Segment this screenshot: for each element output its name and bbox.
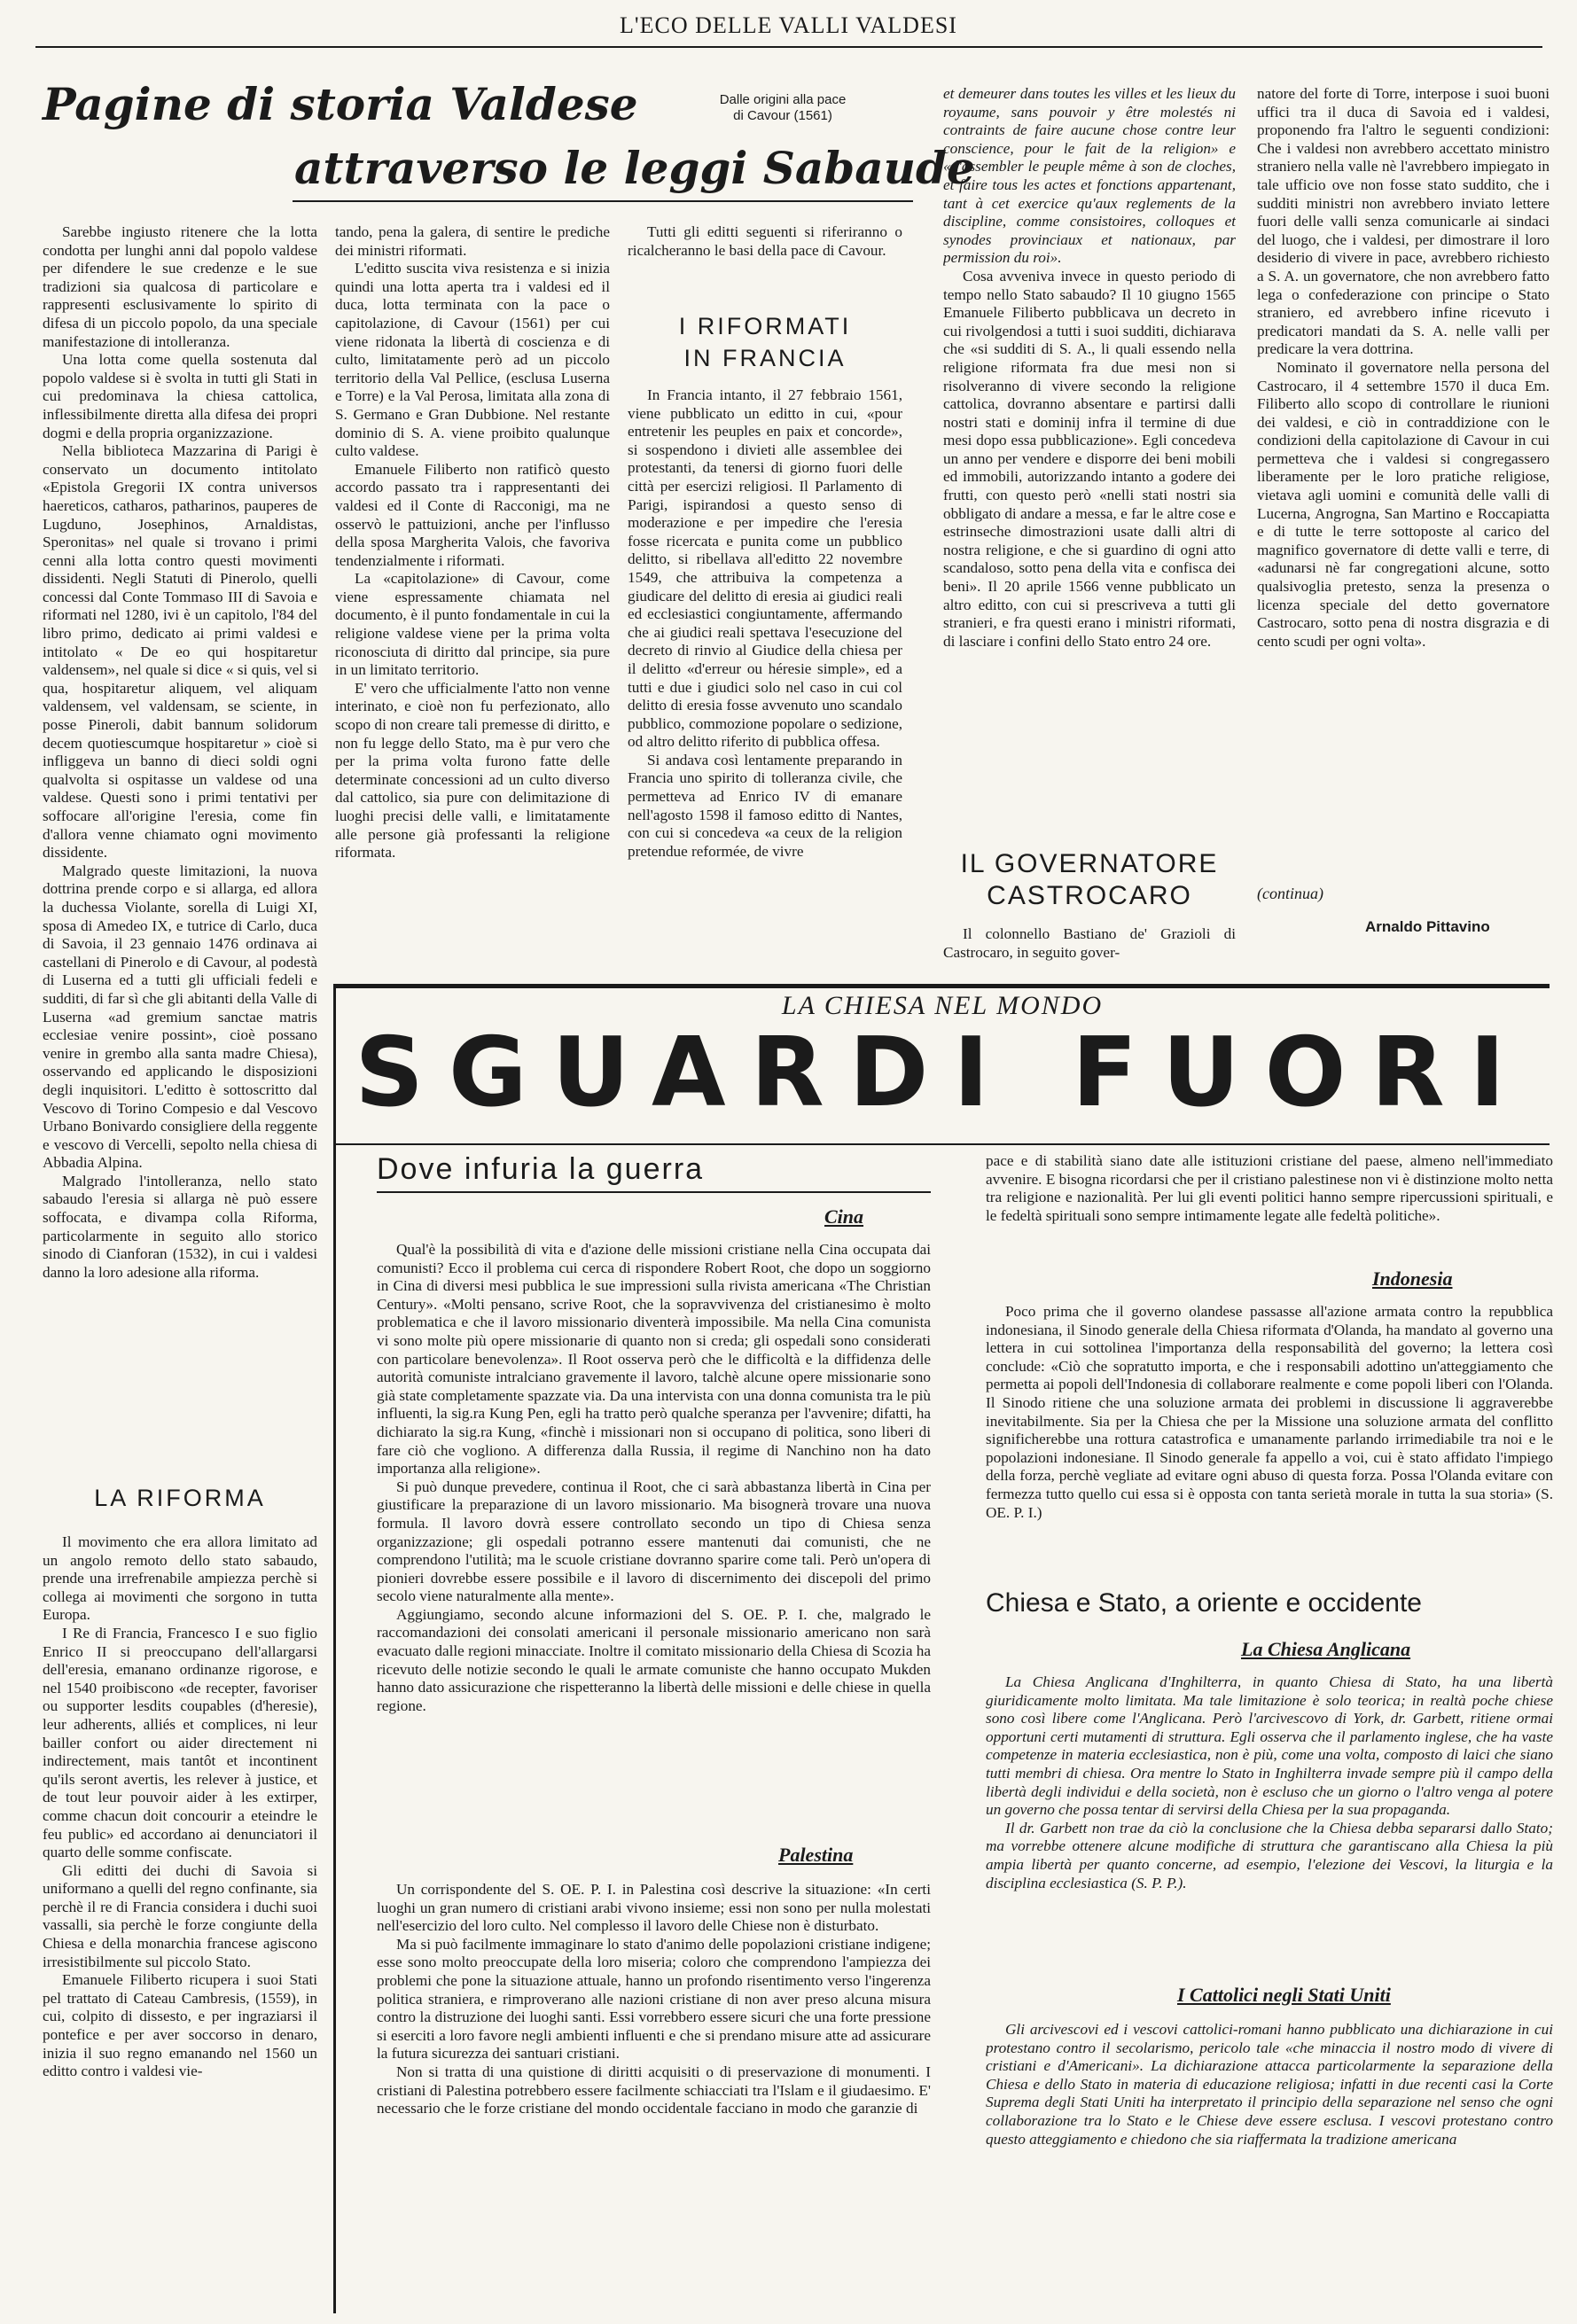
paragraph: Aggiungiamo, secondo alcune informazioni del S. OE. P. I. che, malgrado le raccomandazioni dei consolati americani il personale missionario americano non sarà evacuato dalle regioni minacciate. Inoltre il comitato missionario della Chiesa di Scozia ha ricevuto delle notizie secondo le quali le armate comuniste che hanno occupato Mukden hanno dato assicurazione che rispetteranno la libertà delle missioni e delle chiese in quella regione.	[377, 1605, 931, 1714]
governatore-heading-line1: IL GOVERNATORE	[960, 849, 1219, 878]
continua-note: (continua)	[1257, 885, 1323, 902]
chiesa-stato-heading: Chiesa e Stato, a oriente e occidente	[986, 1588, 1422, 1618]
francia-heading-line2: IN FRANCIA	[683, 345, 847, 371]
newspaper-header: L'ECO DELLE VALLI VALDESI	[620, 12, 957, 38]
anglicana-text	[986, 1673, 1553, 1975]
paragraph: Un corrispondente del S. OE. P. I. in Palestina così descrive la situazione: «In certi luoghi un gran numero di cristiani arabi vivono insieme; essi non sono per nulla molestati nell'esercizio del loro culto. Nel complesso il lavoro delle Chiese non è disturbato.	[377, 1881, 931, 1935]
palestina-text	[377, 1881, 931, 2297]
section-left-heading: Dove infuria la guerra	[377, 1152, 705, 1186]
paragraph: Nella biblioteca Mazzarina di Parigi è conservato un documento intitolato «Epistola Gregorii IX contra universos haereticos, catharos, patharinos, pauperes de Lugduno, Josephinos, Arnaldistas, Speronitas» nel quale si trovano i primi cenni alla lotta contro questi movimenti dissidenti. Negli Statuti di Pinerolo, quelli concessi dal Conte Tommaso III di Savoia e riformati nel 1280, ivi è un capitolo, l'84 del libro primo, dedicato ai primi valdesi e intitolato « De eo qui hospitaretur valdensem», nel quale si dice « si quis, vel si qua, hospitaretur aliquem, vel aliquam valdensem, vel valdensam, se sciente, in posse Pineroli, dabit bannum solidorum decem quotiescumque hospitaretur » cioè si infliggeva un banno di dieci soldi ogni qualvolta si ospitasse un valdese od una valdese. Questi sono i primi tentativi per soffocare all'origine l'eresia, come fin d'allora venne chiamato ogni movimento dissidente.	[43, 442, 317, 862]
article-title-line1: Pagine di storia Valdese	[43, 78, 638, 130]
paragraph: Il dr. Garbett non trae da ciò la conclusione che la Chiesa debba separarsi dallo Stato; ma vorrebbe ottenere alcune modifiche di struttura che garantiscano alla Chiesa la più ampia libertà per quanto concerne, ad esempio, l'elezione dei Vescovi, la liturgia e la disciplina ecclesiastica (S. P. P.).	[986, 1819, 1553, 1891]
section-top-rule	[335, 984, 1550, 988]
article-column-5	[1257, 85, 1550, 865]
paragraph: Emanuele Filiberto ricupera i suoi Stati pel trattato di Cateau Cambresis, (1559), in cui, colpito di dissesto, e per ingraziarsi il pontefice e per aver soccorso in denaro, inizia il suo regno emanando nel 1560 un editto contro i valdesi vie-	[43, 1971, 317, 2080]
header-rule	[35, 46, 1542, 48]
title-underline	[293, 200, 913, 202]
paragraph: Qual'è la possibilità di vita e d'azione delle missioni cristiane nella Cina occupata dai comunisti? Ecco il problema cui cerca di rispondere Robert Root, che dopo un soggiorno in Cina di diversi mesi pubblica le sue impressioni sulla rivista americana «The Christian Century». «Molti pensano, scrive Root, che la sopravvivenza del cristianesimo è molto problematica e che il lavoro missionario diventerà impossibile. Ma nella Cina comunista vi sono molte più opere missionarie di quanto non si creda; gli ospedali sono considerati con particolare benevolenza». Il Root osserva però che le difficoltà e la diffidenza delle autorità comuniste intralciano gravemente il lavoro, talchè alcune opere missionarie sono già state completamente spazzate via. Da una intervista con una donna comunista tra le più influenti, la sig.ra Kung Pen, egli ha tratto però qualche speranza per l'avvenire; difatti, ha dichiarato la sig.ra Kung, «finchè i missionari non si occupano di politica, sono liberi di fare ciò che vogliono. A differenza dalla Russia, il regime di Nanchino non ha dato importanza alla religione».	[377, 1241, 931, 1478]
paragraph: et demeurer dans toutes les villes et les lieux du royaume, sans pouvoir y être molestés ni contraints de faire aucune chose contre leur conscience, pour le fait de la religion» e «d'assembler le peuple même à son de cloches, et faire tous les actes et fonctions appartenant, tant à cet exercice qu'aux reglements de la discipline, comme consistoires, colloques et synodes provinciaux et nationaux, par permission du roi».	[943, 85, 1236, 267]
riforma-heading: LA RIFORMA	[94, 1485, 266, 1511]
paragraph: Gli editti dei duchi di Savoia si uniformano a quelli del regno confinante, sia perchè il re di Francia considera i duchi suoi vassalli, sia perchè le forze congiunte della Chiesa e della monarchia francese agiscono irresistibilmente sul piccolo Stato.	[43, 1861, 317, 1970]
article-column-2	[335, 223, 610, 968]
paragraph: Una lotta come quella sostenuta dal popolo valdese si è svolta in tutti gli Stati in cui predominava la chiesa cattolica, inflessibilmente diretta alla difesa dei propri dogmi e della propria organizzazione.	[43, 351, 317, 441]
indonesia-label: Indonesia	[1372, 1267, 1453, 1290]
paragraph: La Chiesa Anglicana d'Inghilterra, in quanto Chiesa di Stato, ha una libertà giuridicamente molto limitata. Ma tale limitazione è solo teorica; in realtà poche chiese sono così libere come l'Anglicana. Però l'arcivescovo di York, dr. Garbett, ritiene ormai opportuni certi mutamenti di struttura. Egli osserva che il parlamento inglese, che ha vaste competenze in materia ecclesiastica, non è più, come una volta, composto di laici che siano tutti membri di chiesa. Ora mentre lo Stato in Inghilterra invade sempre più il campo della libertà degli individui e della società, non è escluso che un giorno o l'altro venga al potere un governo che possa tentar di servirsi della Chiesa per la sua propaganda.	[986, 1673, 1553, 1819]
paragraph: Tutti gli editti seguenti si riferiranno o ricalcheranno le basi della pace di Cavour.	[628, 223, 902, 259]
paragraph: E' vero che ufficialmente l'atto non venne interinato, e cioè non fu perfezionato, allo scopo di non creare tali premesse di diritto, e non fu legge dello Stato, ma è pur vero che per la prima volta furono fatte delle determinate concessioni ad un culto diverso dal cattolico, sia pure con delimitazione di luoghi precisi delle valli, e limitatamente alle persone già professanti la religione riformata.	[335, 679, 610, 862]
paragraph: Poco prima che il governo olandese passasse all'azione armata contro la repubblica indonesiana, il Sinodo generale della Chiesa riformata d'Olanda, ha mandato al governo una lettera in cui sottolinea l'importanza della responsabilità del governo; la lettera così conclude: «Ciò che sopratutto importa, e che i responsabili adottino un'atteggiamento che permetta ai popoli dell'Indonesia di collaborare realmente e come popoli liberi con l'Olanda. Il Sinodo ritiene che una soluzione armata dei problemi in discussione li aggraverebbe inevitabilmente. Sia per la Chiesa che per la Missione una soluzione armata del conflitto significherebbe una rottura catastrofica e umanamente parlando irrimediabile tra noi e le popolazioni indonesiane. Il Sinodo generale fa appello a voi, cui è stato affidato l'impiego della forza, perchè vegliate ad evitare ogni abuso di questa forza. Possa l'Olanda evitare con fermezza tutto quello cui essa si è opposta con tanta serietà morale in tutta la sua storia» (S. OE. P. I.)	[986, 1303, 1553, 1521]
section-left-rule	[333, 984, 336, 2313]
paragraph: tando, pena la galera, di sentire le prediche dei ministri riformati.	[335, 223, 610, 259]
paragraph: In Francia intanto, il 27 febbraio 1561, viene pubblicato un editto in cui, «pour entretenir les peuples en paix et concorde», si sospendono i divieti alle assemblee dei protestanti, da tenersi di giorno fuori delle città per esercizi religiosi. Il Parlamento di Parigi, ispirandosi a questo senso di moderazione e per impedire che l'eresia fosse ricercata e punita come un pubblico delitto, si ribellava all'editto 22 novembre 1549, che attribuiva la competenza a giudicare del delitto di eresia ai giudici reali ed ecclesiastici congiuntamente, affermando che ai giudici reali spettava l'esecuzione del decreto di rinvio al Giudice della chiesa per il delitto «d'erreur ou héresie simple», ed a tutti e due i giudici solo nel caso in cui col delitto di eresia fosse avvenuto uno scandalo pubblico, commozione popolare o sedizione, od altro delitto riferito di pubblica offesa.	[628, 386, 902, 751]
paragraph: I Re di Francia, Francesco I e suo figlio Enrico II si preoccupano dell'allargarsi dell'eresia, emanano ordinanze rigorose, e nel 1540 proibiscono «de recepter, favoriser ou supporter lesdits coupables (d'heresie), leur adherents, alliés et complices, ni leur bailler confort ou aider directement ni indirectement, mais tantôt et incontinent qu'ils seront avertis, les relever à justice, et de tout leur pouvoir aider à les extirper, comme chacun doit concourir a eteindre le feu public» ed accordano ai denunciatori il quarto delle somme confiscate.	[43, 1624, 317, 1861]
paragraph: Malgrado queste limitazioni, la nuova dottrina prende corpo e si allarga, ed allora la duchessa Violante, sorella di Luigi XI, sposa di Amedeo IX, e tutrice di Carlo, duca di Savoia, il 23 gennaio 1476 ordinava ai castellani di Pinerolo e di Cavour, al podestà di Luserna ed a tutti gli ufficiali fedeli e sudditi, di far sì che gli abitanti della Valle di Luserna «ad gremium sanctae matris ecclesiae venire possint», cioè possano venire in grembo alla santa madre Chiesa), osservando ed applicando le disposizioni degli inquisitori. L'editto è sottoscritto dal Vescovo di Torino Compesio e dal Vescovo Urbano Bonivardo consigliere della reggente e vescovo di Vercelli, sepolto nella chiesa di Abbadia Alpina.	[43, 862, 317, 1172]
paragraph: Nominato il governatore nella persona del Castrocaro, il 4 settembre 1570 il duca Em. Filiberto allo scopo di controllare le riunioni dei valdesi, e ciò in contraddizione con le condizioni della capitolazione di Cavour in cui permetteva che i valdesi si congregassero liberamente per le loro pratiche religiose, vietava agli uomini e comunità delle valli di Lucerna, Angrogna, San Martino e Roccapiatta e di tutte le terre sottoposte al carico del magnifico governatore di dette valli e terre, di «adunarsi nè far congregationi alcune, sotto qualsivoglia pretesto, senza la presenza o licenza speciale del detto governatore Castrocaro, sotto pena di nostra disgrazia e di cento scudi per ogni volta».	[1257, 358, 1550, 650]
paragraph: natore del forte di Torre, interpose i suoi buoni uffici tra il duca di Savoia ed i valdesi, proponendo fra l'altro le seguenti condizioni: Che i valdesi non avrebbero accettato ministro straniero nella valle nè l'avrebbero impiegato in tale ufficio ove non fosse stato suddito, che i sudditi ministri non avrebbero inviato lettere fuori delle valli senza comunicarle ai sindaci del luogo, che i valdesi, per dimostrare il loro desiderio di vivere in pace, avrebbero richiesto a S. A. un governatore, che non avrebbero fatto lega o confederazione con principe o Stato straniero, ed avrebbero infine ricevuto i predicatori mandati da S. A. nelle valli per predicare la vera dottrina.	[1257, 85, 1550, 358]
indonesia-text	[986, 1303, 1553, 1578]
paragraph: Ma si può facilmente immaginare lo stato d'animo delle popolazioni cristiane indigene; esse sono molto preoccupate della loro miseria; coloro che comprendono l'ampiezza dei problemi che pone la situazione attuale, hanno un profondo risentimento verso l'ingerenza politica straniera, e rimproverano alle nazioni cristiane di non aver preso alcuna misura contro la distruzione dei luoghi santi. Essi vorrebbero essere sicuri che una forte pressione si eserciti a loro favore negli ambienti influenti e che si prendano misure atte ad assicurare la futura sicurezza dei santuari cristiani.	[377, 1935, 931, 2063]
paragraph: Il colonnello Bastiano de' Grazioli di Castrocaro, in seguito gover-	[943, 925, 1236, 961]
section-kicker: LA CHIESA NEL MONDO	[781, 991, 1104, 1020]
right-top-text	[986, 1152, 1553, 1267]
paragraph: Emanuele Filiberto non ratificò questo accordo passato tra i rappresentanti dei valdesi ed il Conte di Racconigi, ma ne osservò le pattuizioni, anche per l'influsso della sposa Margherita Valois, che favoriva tendenzialmente i riformati.	[335, 460, 610, 569]
francia-heading-line1: I RIFORMATI	[678, 313, 852, 339]
paragraph: L'editto suscita viva resistenza e si inizia quindi una lotta aperta tra i valdesi ed il duca, lotta terminata con la pace o capitolazione, di Cavour (1561) per cui viene ridonata la libertà di coscienza e di culto, limitatamente però ad un piccolo territorio della Val Pellice, (esclusa Luserna e Torre) e la Val Perosa, limitata alla zona di S. Germano e Gran Dubbione. Nel restante dominio di S. A. viene proibito qualunque culto valdese.	[335, 260, 610, 460]
section-masthead: SGUARDI FUORI	[355, 1018, 1530, 1128]
paragraph: Si può dunque prevedere, continua il Root, che ci sarà abbastanza libertà in Cina per giustificare la preparazione di un lavoro missionario. Ma bisognerà trovare una nuova formula. Il lavoro dovrà essere controllato secondo un tipo di Chiesa senza organizzazione; gli ospedali potranno essere mantenuti dai comunisti, che ne comprendono l'utilità; ma le scuole cristiane dovranno sparire come tali. Però un'opera di pionieri dovrebbe essere possibile e il lavoro di discernimento dei discepoli del primo secolo viene naturalmente alla mente».	[377, 1478, 931, 1605]
paragraph: Il movimento che era allora limitato ad un angolo remoto dello stato sabaudo, prende una irrefrenabile ampiezza perchè si collega ai movimenti che sorgono in tutta Europa.	[43, 1533, 317, 1624]
paragraph: Cosa avveniva invece in questo periodo di tempo nello Stato sabaudo? Il 10 giugno 1565 Emanuele Filiberto pubblicava un decreto in cui rivolgendosi a tutti i suoi sudditi, dichiarava che «si sudditi di S. A., li quali essendo nella religione riformata fra due mesi non si risolveranno di vivere secondo la religione cattolica, dovranno absentare e partirsi dalli nostri stati e dominij infra il termine di due mesi dopo essa pubblicazione». Egli concedeva un anno per vendere e disporre dei beni mobili ed immobili, autorizzando intanto a godere dei frutti, con questo però «nelli stati nostri sia obbligato di andare a messa, e far le altre cose e estrinseche dimostrazioni usate dalli altri di nostra religione, e che si guardino di ogni atto scandaloso, sotto pena della vita e confisca dei beni». Il 20 aprile 1566 venne pubblicato un altro editto, con cui si prescriveva a tutti gli stranieri, e fra questi erano i ministri riformati, di lasciare i confini dello Stato entro 24 ore.	[943, 267, 1236, 650]
left-heading-rule	[377, 1191, 931, 1193]
paragraph: La «capitolazione» di Cavour, come viene espressamente chiamata nel documento, è il punto fondamentale in cui la religione valdese viene per la prima volta riconosciuta di diritto dal principe, sia pure in un limitato territorio.	[335, 570, 610, 679]
article-column-3	[628, 386, 902, 971]
article-column-4	[943, 85, 1236, 838]
cattolici-text	[986, 2021, 1553, 2296]
cina-text	[377, 1241, 931, 1844]
article-origin-note: Dalle origini alla pace di Cavour (1561)	[719, 92, 847, 123]
article-column-3-intro	[628, 223, 902, 285]
cattolici-label: I Cattolici negli Stati Uniti	[1177, 1984, 1391, 2006]
governatore-heading-line2: CASTROCARO	[987, 881, 1192, 910]
paragraph: Gli arcivescovi ed i vescovi cattolici-romani hanno pubblicato una dichiarazione in cui protestano contro il secolarismo, pericolo tale «che minaccia il nostro modo di vivere di cristiani e d'Americani». La dichiarazione attacca particolarmente la separazione della Chiesa e dello Stato in materia di educazione religiosa; infatti in due recenti casi la Corte Suprema degli Stati Uniti ha interpretato il principio della separazione nel senso che ogni collaborazione tra lo Stato e le Chiese deve essere esclusa. I vescovi protestano contro questo atteggiamento e chiedono che sia riaffermata la tradizione americana	[986, 2021, 1553, 2148]
palestina-label: Palestina	[778, 1844, 854, 1866]
anglicana-label: La Chiesa Anglicana	[1241, 1638, 1411, 1660]
article-author: Arnaldo Pittavino	[1365, 918, 1490, 935]
article-column-4-bottom	[943, 925, 1236, 970]
cina-label: Cina	[824, 1205, 864, 1228]
masthead-rule	[335, 1143, 1550, 1145]
paragraph: Si andava così lentamente preparando in Francia uno spirito di tolleranza civile, che permetteva ad Enrico IV di emanare nell'agosto 1598 il famoso editto di Nantes, con cui si concedeva «a ceux de la religion pretendue reformée, de vivre	[628, 751, 902, 860]
article-title-line2: attraverso le leggi Sabaude	[294, 142, 975, 194]
paragraph: Sarebbe ingiusto ritenere che la lotta condotta per lunghi anni dal popolo valdese per difendere le sue credenze e le sue tradizioni sia qualcosa di particolare e rappresenti esclusivamente lo spirito di difesa di un piccolo popolo, da una speciale manifestazione di intolleranza.	[43, 223, 317, 350]
paragraph: pace e di stabilità siano date alle istituzioni cristiane del paese, almeno nell'immediato avvenire. E bisogna ricordarsi che per il cristiano palestinese non vi è distinzione molto netta tra religione e nazionalità. Per lui gli eventi politici hanno sempre ripercussioni spirituali, e le fedeltà spirituali sono sempre intimamente legate alle fedeltà politiche».	[986, 1152, 1553, 1224]
paragraph: Malgrado l'intolleranza, nello stato sabaudo l'eresia si allarga nè può essere soffocata, e divampa colla Riforma, particolarmente in seguito allo storico sinodo di Cianforan (1532), in cui i valdesi danno la loro adesione alla riforma.	[43, 1172, 317, 1281]
article-column-1	[43, 223, 317, 1535]
paragraph: Non si tratta di una quistione di diritti acquisiti o di preservazione di monumenti. I cristiani di Palestina potrebbero essere facilmente schiacciati tra l'Islam e il giudaesimo. E' necessario che le forze cristiane del mondo occidentale facciano in modo che garanzie di	[377, 2063, 931, 2117]
article-column-1-riforma	[43, 1533, 317, 2296]
